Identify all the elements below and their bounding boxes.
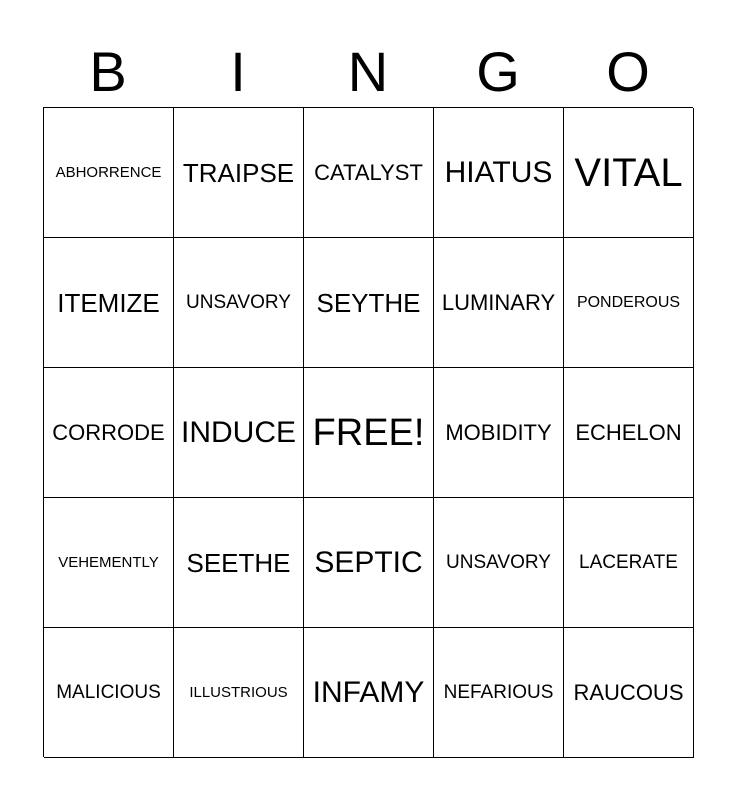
bingo-cell[interactable]: MALICIOUS [44, 628, 174, 758]
header-letter-b: B [89, 40, 127, 103]
header-letter-o: O [606, 40, 650, 103]
bingo-cell[interactable]: ECHELON [564, 368, 694, 498]
bingo-cell[interactable]: ABHORRENCE [44, 108, 174, 238]
bingo-cell[interactable]: TRAIPSE [174, 108, 304, 238]
bingo-cell[interactable]: VITAL [564, 108, 694, 238]
bingo-grid [43, 107, 693, 757]
bingo-cell[interactable]: UNSAVORY [174, 238, 304, 368]
header-letter-i: I [230, 40, 246, 103]
bingo-header [43, 36, 693, 108]
bingo-cell[interactable]: HIATUS [434, 108, 564, 238]
bingo-cell[interactable]: ILLUSTRIOUS [174, 628, 304, 758]
header-letter-g: G [476, 40, 520, 103]
bingo-cell[interactable]: NEFARIOUS [434, 628, 564, 758]
bingo-cell[interactable]: UNSAVORY [434, 498, 564, 628]
bingo-cell[interactable]: INFAMY [304, 628, 434, 758]
bingo-cell[interactable]: RAUCOUS [564, 628, 694, 758]
free-space-cell[interactable]: FREE! [304, 368, 434, 498]
bingo-cell[interactable]: LACERATE [564, 498, 694, 628]
bingo-cell[interactable]: SEETHE [174, 498, 304, 628]
bingo-cell[interactable]: LUMINARY [434, 238, 564, 368]
bingo-cell[interactable]: CORRODE [44, 368, 174, 498]
bingo-cell[interactable]: MOBIDITY [434, 368, 564, 498]
bingo-cell[interactable]: CATALYST [304, 108, 434, 238]
bingo-cell[interactable]: INDUCE [174, 368, 304, 498]
bingo-cell[interactable]: PONDEROUS [564, 238, 694, 368]
bingo-cell[interactable]: SEYTHE [304, 238, 434, 368]
bingo-cell[interactable]: VEHEMENTLY [44, 498, 174, 628]
header-letter-n: N [347, 40, 389, 103]
bingo-cell[interactable]: SEPTIC [304, 498, 434, 628]
bingo-cell[interactable]: ITEMIZE [44, 238, 174, 368]
